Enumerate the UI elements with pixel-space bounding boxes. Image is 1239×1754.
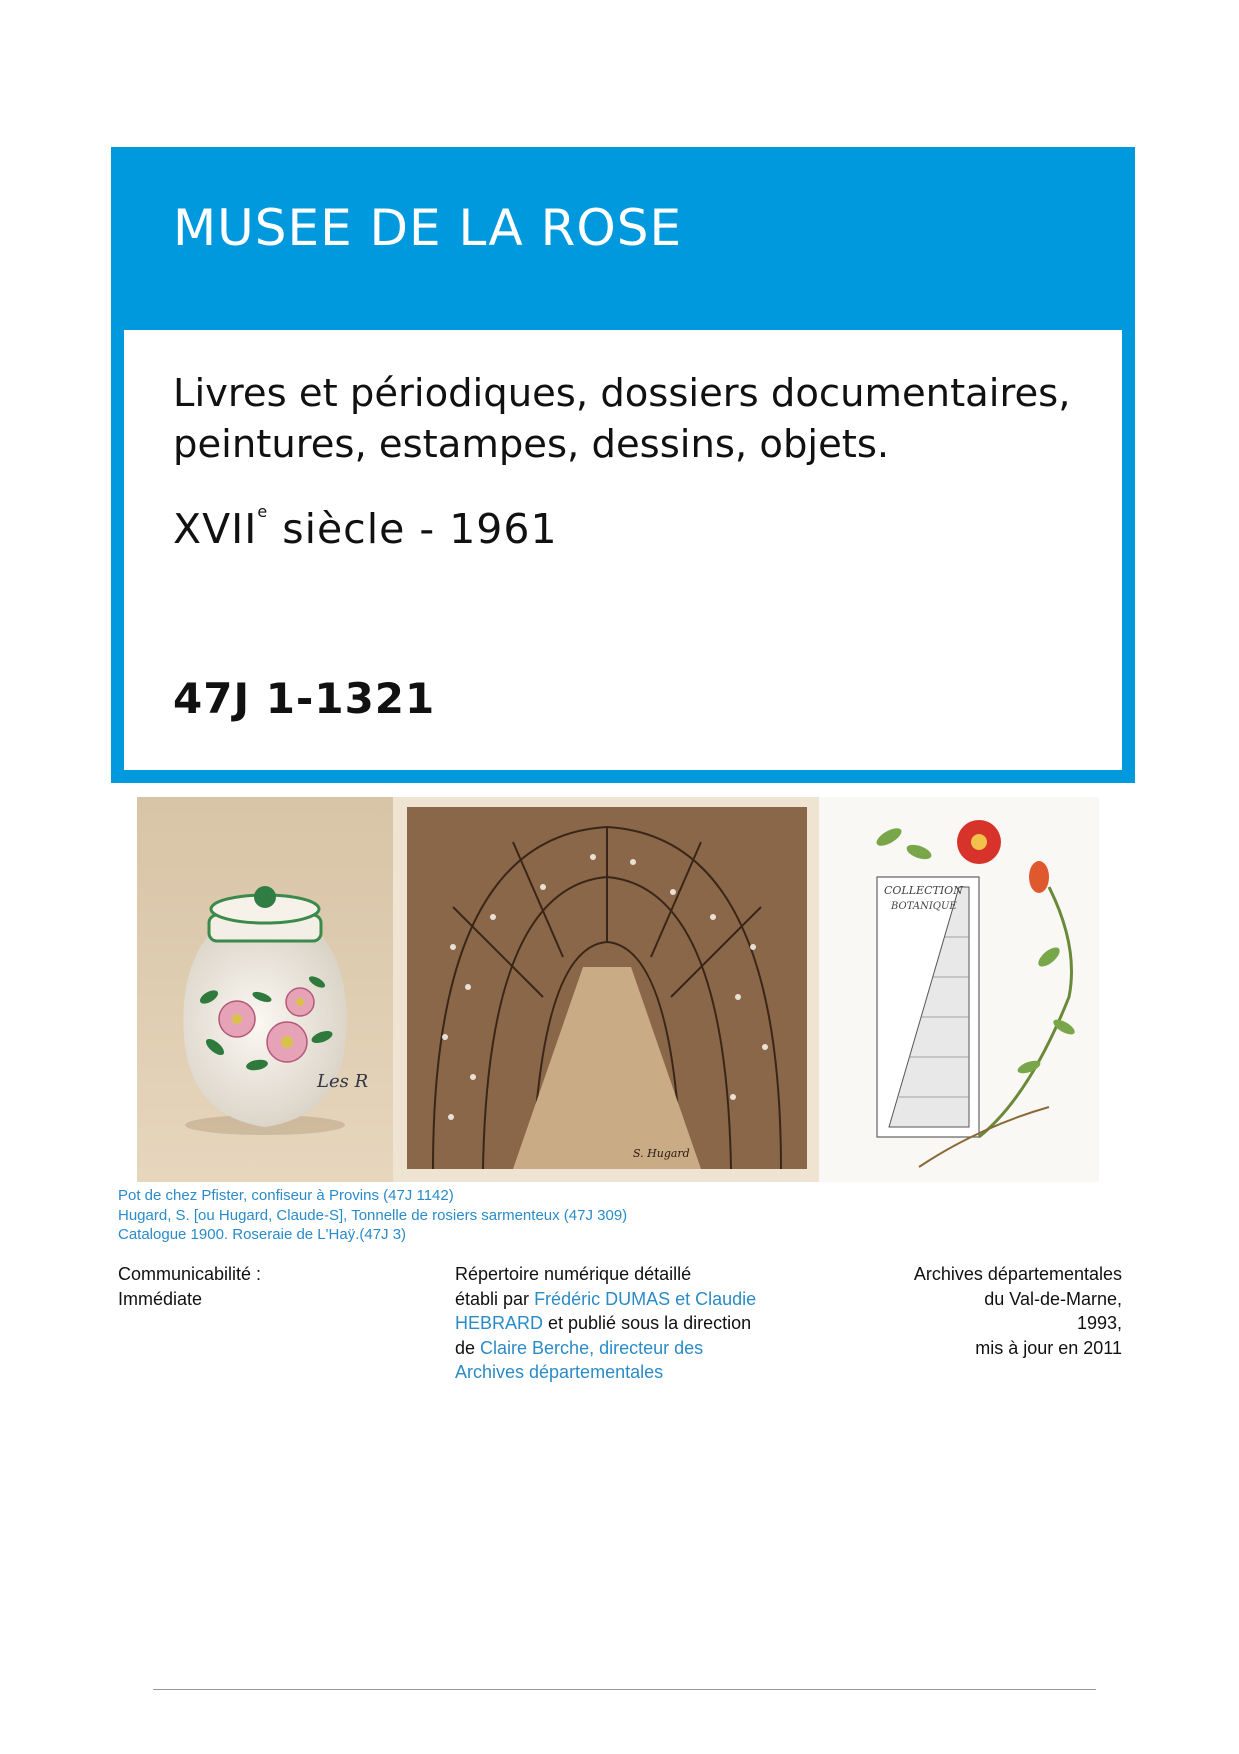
date-range: [173, 502, 558, 553]
repertoire-block: [455, 1262, 815, 1385]
repertoire-line-4: [455, 1336, 815, 1361]
date-century-sup: e: [257, 502, 269, 521]
document-subtitle: [173, 368, 1113, 470]
date-rest: siècle - 1961: [268, 505, 558, 553]
svg-text:S. Hugard: S. Hugard: [633, 1147, 690, 1160]
subtitle-line-2: peintures, estampes, dessins, objets.: [173, 422, 890, 467]
archives-line-2: du Val-de-Marne,: [984, 1288, 1122, 1309]
caption-2: Hugard, S. [ou Hugard, Claude-S], Tonnelle de rosiers sarmenteux (47J 309): [118, 1206, 628, 1224]
archive-reference: 47J 1-1321: [173, 674, 436, 723]
subtitle-line-1: Livres et périodiques, dossiers documentaires,: [173, 371, 1071, 416]
repertoire-line-1: Répertoire numérique détaillé: [455, 1264, 692, 1284]
director-link-cont[interactable]: Archives départementales: [455, 1362, 664, 1382]
repertoire-text: et publié sous la direction: [543, 1313, 752, 1333]
caption-1: Pot de chez Pfister, confiseur à Provins (47J 1142): [118, 1187, 454, 1204]
cover-inner-panel: [124, 330, 1122, 770]
archives-line-3: 1993,: [1076, 1313, 1122, 1333]
rose-arbor-image: [393, 797, 819, 1182]
communicability-label: Communicabilité :: [118, 1264, 262, 1284]
jar-image: [137, 797, 393, 1182]
svg-text:Les R: Les R: [317, 1071, 369, 1092]
director-link[interactable]: Claire Berche, directeur des: [480, 1337, 704, 1358]
repertoire-line-2: [455, 1287, 815, 1312]
repertoire-text: de: [455, 1337, 481, 1358]
illustration-strip: [137, 797, 1099, 1182]
date-century: XVII: [173, 505, 258, 553]
authors-link[interactable]: Frédéric DUMAS et Claudie: [534, 1288, 757, 1309]
catalogue-text-2: BOTANIQUE: [891, 901, 957, 912]
authors-link-cont[interactable]: HEBRARD: [455, 1313, 544, 1333]
communicability-value: Immédiate: [118, 1288, 203, 1309]
document-title: MUSEE DE LA ROSE: [173, 199, 683, 257]
botanical-catalogue-image: [819, 797, 1099, 1182]
repertoire-line-3: [455, 1311, 815, 1336]
catalogue-text-1: COLLECTION: [884, 884, 963, 897]
footer-divider: [153, 1689, 1096, 1690]
archives-line-4: mis à jour en 2011: [975, 1337, 1122, 1358]
image-captions: [118, 1186, 627, 1245]
repertoire-text: établi par: [455, 1288, 535, 1309]
cover-block: [111, 147, 1135, 783]
caption-3: Catalogue 1900. Roseraie de L'Haÿ.(47J 3): [118, 1226, 407, 1243]
communicability-block: [118, 1262, 418, 1311]
archives-block: [860, 1262, 1122, 1360]
archives-line-1: Archives départementales: [913, 1264, 1122, 1284]
